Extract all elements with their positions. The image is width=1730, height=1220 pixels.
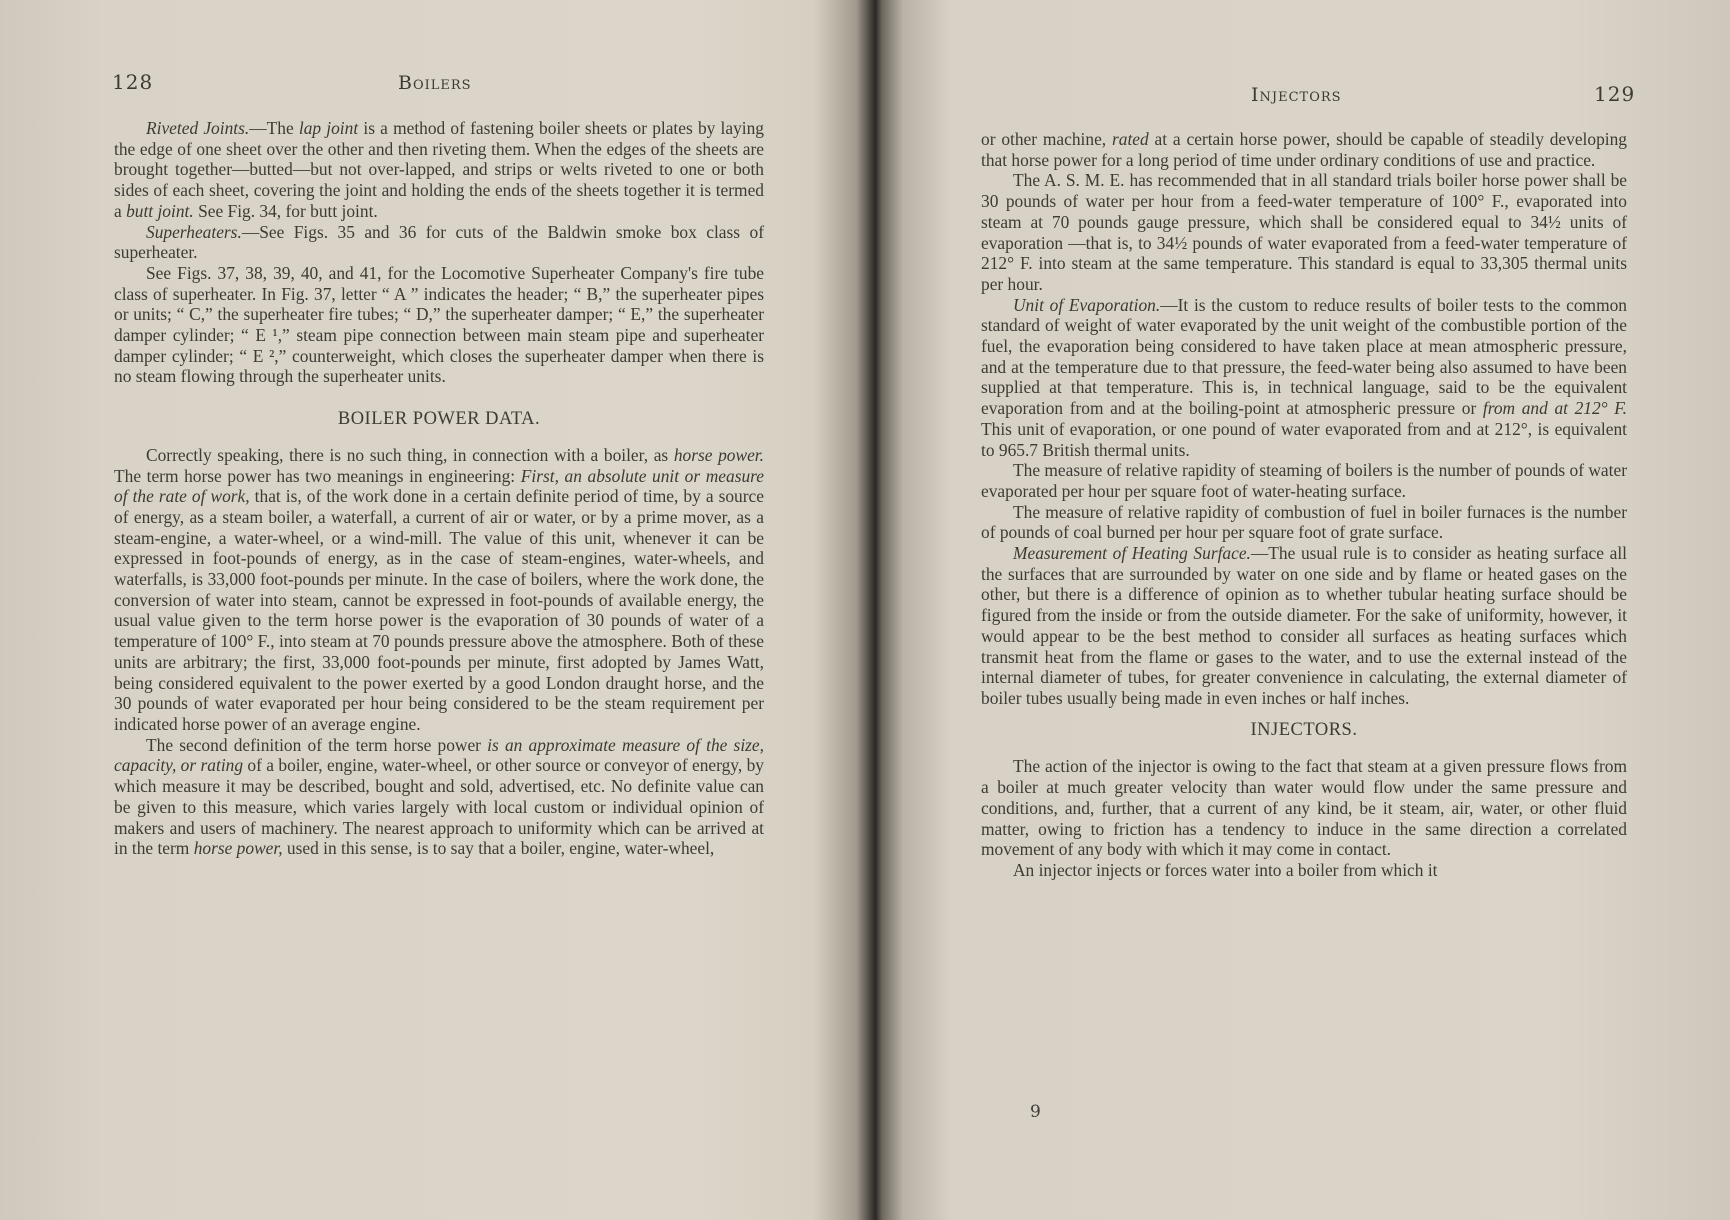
left-page [0,0,860,1220]
page-number-right: 129 [1594,82,1636,106]
section-heading-injectors: INJECTORS. [1250,719,1358,740]
running-head-right: Injectors [1251,84,1342,106]
running-head-left: Boilers [398,72,472,94]
paragraph-horse-power-definition: Correctly speaking, there is no such thing, in connection with a boiler, as horse power. The term horse power has two meanings in engineering: First, an absolute unit or measure of the rate of work, that is, of the work done in a certain definite period of time, by a source of energy, as a steam boiler, a waterfall, a current of air or water, or by a prime mover, as a steam-engine, a water-wheel, or a wind-mill. The value of this unit, whenever it can be expressed in foot-pounds of energy, as in the case of steam-engines, water-wheels, and waterfalls, is 33,000 foot-pounds per minute. In the case of boilers, where the work done, the conversion of water into steam, cannot be expressed in foot-pounds of available energy, the usual value given to the term horse power is the evaporation of 30 pounds of water of a temperature of 100° F., into steam at 70 pounds pressure above the atmosphere. Both of these units are arbitrary; the first, 33,000 foot-pounds per minute, first adopted by James Watt, being considered equivalent to the power exerted by a good London draught horse, and the 30 pounds of water evaporated per hour being considered to be the steam requirement per indicated horse power of an average engine. [114,444,765,734]
paragraph-heating-surface: Measurement of Heating Surface.—The usual rule is to consider as heating surface all the surfaces that are surrounded by water on one side and by flame or heated gases on the other, but there is a difference of opinion as to whether tubular heating surface should be figured from the inside or from the outside diameter. For the sake of uniformity, however, it would appear to be the best method to consider all surfaces as heating surfaces which transmit heat from the flame or gases to the water, and to use the external instead of the internal diameter of tubes, for greater convenience in calculating, the external diameter of boiler tubes usually being made in even inches or half inches. [981,543,1627,708]
paragraph-rapidity-of-steaming: The measure of relative rapidity of steaming of boilers is the number of pounds of water evaporated per hour per square foot of water-heating surface. [981,460,1627,501]
signature-mark: 9 [1030,1102,1041,1122]
paragraph-injector-forces-water: An injector injects or forces water into a boiler from which it [1013,859,1438,880]
page-number-left: 128 [112,70,154,94]
paragraph-superheater-figures: See Figs. 37, 38, 39, 40, and 41, for the Locomotive Superheater Company's fire tube class of superheater. In Fig. 37, letter “ A ” indicates the header; “ B,” the superheater pipes or units; “ C,” the superheater fire tubes; “ D,” the superheater damper; “ E,” the superheater damper cylinder; “ E ¹,” steam pipe connection between main steam pipe and superheater damper cylinder; “ E ²,” counterweight, which closes the superheater damper when there is no steam flowing through the superheater units. [114,262,764,387]
paragraph-unit-of-evaporation: Unit of Evaporation.—It is the custom to reduce results of boiler tests to the common standard of weight of water evaporated by the unit weight of the combustible portion of the fuel, the evaporation being considered to have taken place at mean atmospheric pressure, and at the temperature due to that pressure, the feed-water being also assumed to have been supplied at that temperature. This is, in technical language, said to be the equivalent evaporation from and at the boiling-point at atmospheric pressure or from and at 212° F. This unit of evaporation, or one pound of water evaporated from and at 212°, is equivalent to 965.7 British thermal units. [981,294,1628,460]
right-page [880,0,1730,1220]
paragraph-injector-action: The action of the injector is owing to the fact that steam at a given pressure flows from a boiler at much greater velocity than water would flow under the same pressure and conditions, and, further, that a current of any kind, be it steam, air, water, or other fluid matter, owing to friction has a tendency to induce in the same direction a correlated movement of any body with which it may come in contact. [981,756,1627,860]
right-text-column [981,129,1627,881]
paragraph-asme-standard: The A. S. M. E. has recommended that in all standard trials boiler horse power shall be 30 pounds of water per hour from a feed-water temperature of 100° F., evaporated into steam at 70 pounds gauge pressure, which shall be considered equal to 34½ units of evaporation —that is, to 34½ pounds of water evaporated from a feed-water temperature of 212° F. into steam at the same temperature. This standard is equal to 33,305 thermal units per hour. [981,170,1627,294]
left-text-column [114,118,764,859]
section-heading-boiler-power-data: BOILER POWER DATA. [337,409,541,430]
paragraph-rapidity-of-combustion: The measure of relative rapidity of combustion of fuel in boiler furnaces is the number of pounds of coal burned per hour per square foot of grate surface. [981,501,1627,543]
paragraph-second-definition: The second definition of the term horse power is an approximate measure of the size, capacity, or rating of a boiler, engine, water-wheel, or other source or conveyor of energy, by which measure it may be described, bought and sold, advertised, etc. No definite value can be given to this measure, which varies largely with local custom or individual opinion of makers and users of machinery. The nearest approach to uniformity which can be arrived at in the term horse power, used in this sense, is to say that a boiler, engine, water-wheel, [114,734,764,859]
paragraph-superheaters: Superheaters.—See Figs. 35 and 36 for cuts of the Baldwin smoke box class of superheater. [114,221,764,263]
paragraph-rated-machine: or other machine, rated at a certain horse power, should be capable of steadily developing that horse power for a long period of time under ordinary conditions of use and practice. [981,129,1628,170]
paragraph-riveted-joints: Riveted Joints.—The lap joint is a method of fastening boiler sheets or plates by laying the edge of one sheet over the other and then riveting them. When the edges of the sheets are brought together—butted—but not over-lapped, and strips or welts riveted to one or both sides of each sheet, covering the joint and holding the ends of the sheets together it is termed a butt joint. See Fig. 34, for butt joint. [114,118,765,221]
